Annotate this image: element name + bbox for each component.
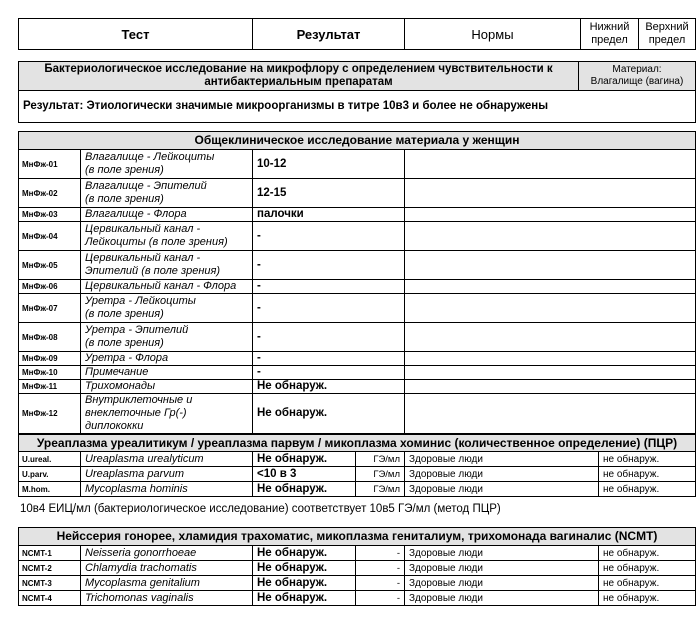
row-norm [405, 323, 696, 352]
table-row [19, 452, 696, 467]
row-name-line1: Примечание [85, 366, 149, 378]
row-result: палочки [253, 208, 405, 222]
row-name: Neisseria gonorrhoeae [81, 546, 253, 561]
header-lower: Нижний предел [581, 19, 639, 50]
row-upper: не обнаруж. [599, 591, 696, 606]
row-code: NCMT-1 [19, 546, 81, 561]
header-upper: Верхний предел [639, 19, 696, 50]
material-label: Материал: [612, 64, 662, 75]
table-row [19, 366, 696, 380]
row-norm [405, 179, 696, 208]
row-name-line2: внеклеточные Гр(-) диплококки [85, 407, 187, 432]
row-upper: не обнаруж. [599, 452, 696, 467]
row-unit: - [356, 546, 405, 561]
row-name [81, 380, 253, 394]
row-norm [405, 352, 696, 366]
pcr-section [18, 434, 696, 497]
row-result: 10-12 [253, 150, 405, 179]
row-result: Не обнаруж. [253, 482, 356, 497]
row-code: МнФж-05 [19, 251, 81, 280]
row-name-line2: Лейкоциты (в поле зрения) [85, 236, 228, 248]
row-norm [405, 280, 696, 294]
row-result: - [253, 222, 405, 251]
row-result: <10 в 3 [253, 467, 356, 482]
bacterio-result: Результат: Этиологически значимые микроорганизмы в титре 10в3 и более не обнаружены [19, 91, 696, 123]
row-name: Mycoplasma hominis [81, 482, 253, 497]
row-unit: - [356, 561, 405, 576]
row-name [81, 280, 253, 294]
ncmt-title: Нейссерия гонорее, хламидия трахоматис, микоплазма гениталиум, трихомонада вагиналис (NCMT) [19, 528, 696, 546]
table-row [19, 352, 696, 366]
row-result: Не обнаруж. [253, 452, 356, 467]
row-norm: Здоровые люди [405, 561, 599, 576]
row-norm [405, 251, 696, 280]
row-norm: Здоровые люди [405, 576, 599, 591]
row-result: Не обнаруж. [253, 394, 405, 434]
row-result: 12-15 [253, 179, 405, 208]
row-name [81, 323, 253, 352]
row-code: МнФж-11 [19, 380, 81, 394]
row-name [81, 352, 253, 366]
header-table [18, 18, 696, 50]
row-result: - [253, 323, 405, 352]
table-row [19, 150, 696, 179]
header-result: Результат [253, 19, 405, 50]
row-name-line1: Влагалище - Эпителий [85, 180, 207, 192]
row-result: - [253, 280, 405, 294]
row-name-line1: Уретра - Эпителий [85, 324, 189, 336]
row-code: МнФж-07 [19, 294, 81, 323]
table-row [19, 467, 696, 482]
row-norm [405, 366, 696, 380]
row-code: U.ureal. [19, 452, 81, 467]
row-norm [405, 222, 696, 251]
row-code: МнФж-10 [19, 366, 81, 380]
table-row [19, 576, 696, 591]
row-upper: не обнаруж. [599, 482, 696, 497]
row-result: - [253, 352, 405, 366]
table-row [19, 294, 696, 323]
row-upper: не обнаруж. [599, 546, 696, 561]
table-row [19, 591, 696, 606]
row-name-line1: Уретра - Лейкоциты [85, 295, 196, 307]
clinical-section [18, 131, 696, 434]
row-code: МнФж-09 [19, 352, 81, 366]
row-name [81, 208, 253, 222]
row-result: Не обнаруж. [253, 380, 405, 394]
row-name-line1: Влагалище - Лейкоциты [85, 151, 215, 163]
bacterio-section [18, 61, 696, 123]
row-norm: Здоровые люди [405, 546, 599, 561]
row-norm: Здоровые люди [405, 452, 599, 467]
table-row [19, 546, 696, 561]
row-name-line2: (в поле зрения) [85, 164, 164, 176]
bacterio-title: Бактериологическое исследование на микрофлору с определением чувствительности к антибактериальным препаратам [19, 62, 579, 91]
row-name-line2: (в поле зрения) [85, 193, 164, 205]
table-row [19, 280, 696, 294]
row-code: МнФж-12 [19, 394, 81, 434]
row-name [81, 179, 253, 208]
row-name: Ureaplasma parvum [81, 467, 253, 482]
row-name-line1: Влагалище - Флора [85, 208, 187, 220]
row-name [81, 294, 253, 323]
row-result: Не обнаруж. [253, 591, 356, 606]
row-norm: Здоровые люди [405, 591, 599, 606]
table-row [19, 222, 696, 251]
row-norm: Здоровые люди [405, 467, 599, 482]
row-name: Mycoplasma genitalium [81, 576, 253, 591]
row-name-line1: Цервикальный канал - Флора [85, 280, 237, 292]
row-name: Ureaplasma urealyticum [81, 452, 253, 467]
ncmt-section [18, 527, 696, 606]
table-row [19, 323, 696, 352]
row-result: - [253, 251, 405, 280]
row-upper: не обнаруж. [599, 561, 696, 576]
row-name [81, 394, 253, 434]
row-norm [405, 150, 696, 179]
row-norm [405, 294, 696, 323]
row-name [81, 222, 253, 251]
table-row [19, 208, 696, 222]
table-row [19, 179, 696, 208]
row-result: Не обнаруж. [253, 576, 356, 591]
row-code: МнФж-06 [19, 280, 81, 294]
row-code: МнФж-01 [19, 150, 81, 179]
row-norm: Здоровые люди [405, 482, 599, 497]
row-unit: ГЭ/мл [356, 482, 405, 497]
pcr-title: Уреаплазма уреалитикум / уреаплазма парвум / микоплазма хоминис (количественное определение) (ПЦР) [19, 435, 696, 452]
row-name-line1: Трихомонады [85, 380, 156, 392]
row-unit: ГЭ/мл [356, 467, 405, 482]
row-upper: не обнаруж. [599, 467, 696, 482]
table-row [19, 394, 696, 434]
row-name-line2: Эпителий (в поле зрения) [85, 265, 221, 277]
row-name-line1: Внутриклеточные и [85, 394, 193, 406]
row-code: МнФж-04 [19, 222, 81, 251]
row-name [81, 150, 253, 179]
header-norms: Нормы [405, 19, 581, 50]
row-code: МнФж-02 [19, 179, 81, 208]
table-row [19, 482, 696, 497]
row-name-line1: Уретра - Флора [85, 352, 169, 364]
row-norm [405, 380, 696, 394]
row-name-line1: Цервикальный канал - [85, 223, 201, 235]
bacterio-material [579, 62, 696, 91]
row-norm [405, 394, 696, 434]
row-norm [405, 208, 696, 222]
row-code: МнФж-08 [19, 323, 81, 352]
row-unit: - [356, 591, 405, 606]
row-unit: - [356, 576, 405, 591]
material-value: Влагалище (вагина) [590, 76, 684, 87]
row-unit: ГЭ/мл [356, 452, 405, 467]
row-code: NCMT-2 [19, 561, 81, 576]
row-name: Chlamydia trachomatis [81, 561, 253, 576]
row-name-line2: (в поле зрения) [85, 308, 164, 320]
row-name [81, 366, 253, 380]
table-row [19, 561, 696, 576]
row-upper: не обнаруж. [599, 576, 696, 591]
pcr-note: 10в4 ЕИЦ/мл (бактериологическое исследование) соответствует 10в5 ГЭ/мл (метод ПЦР) [20, 503, 501, 515]
row-result: Не обнаруж. [253, 561, 356, 576]
row-result: - [253, 366, 405, 380]
row-name [81, 251, 253, 280]
row-code: МнФж-03 [19, 208, 81, 222]
row-code: NCMT-4 [19, 591, 81, 606]
table-row [19, 251, 696, 280]
table-row [19, 380, 696, 394]
row-code: U.parv. [19, 467, 81, 482]
row-code: M.hom. [19, 482, 81, 497]
row-result: - [253, 294, 405, 323]
clinical-title: Общеклиническое исследование материала у женщин [19, 132, 696, 150]
row-code: NCMT-3 [19, 576, 81, 591]
row-name-line2: (в поле зрения) [85, 337, 164, 349]
row-result: Не обнаруж. [253, 546, 356, 561]
row-name-line1: Цервикальный канал - [85, 252, 201, 264]
header-test: Тест [19, 19, 253, 50]
row-name: Trichomonas vaginalis [81, 591, 253, 606]
